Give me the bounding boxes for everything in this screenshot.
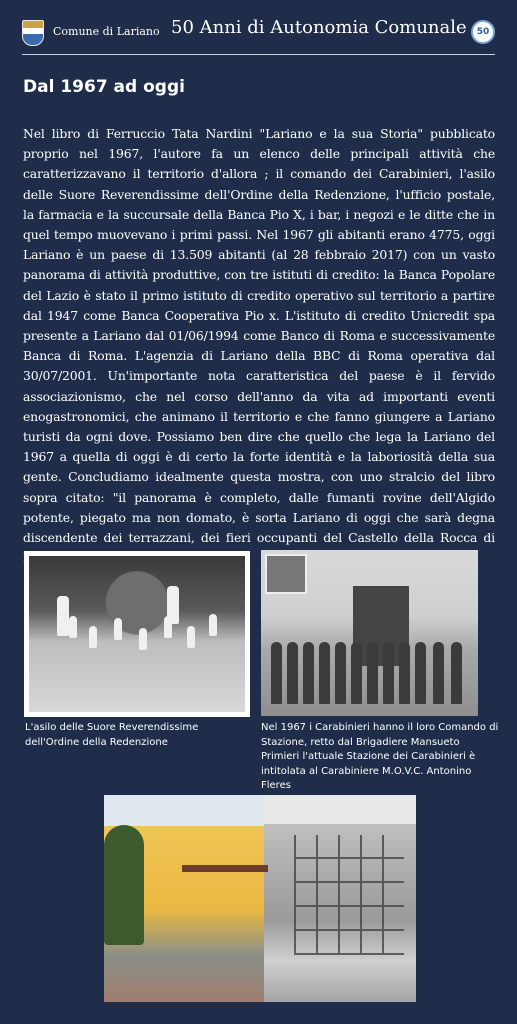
town-hall-photo [104,795,416,1002]
kindergarten-photo-image [29,556,245,712]
kindergarten-caption: L'asilo delle Suore Reverendissime dell'Ordine della Redenzione [25,722,199,748]
carabinieri-photo [261,550,478,716]
municipal-crest-icon [22,20,44,46]
municipality-name: Comune di Lariano [53,25,160,38]
header-title: 50 Anni di Autonomia Comunale [171,17,467,38]
page-header [0,0,517,56]
anniversary-logo-number: 50 [476,27,490,37]
header-divider [22,54,495,55]
anniversary-logo-icon [471,20,495,44]
body-paragraph: Nel libro di Ferruccio Tata Nardini "Lariano e la sua Storia" pubblicato proprio nel 1967, l'autore fa un elenco delle principali attività che caratterizzavano il territorio d'allora ; il comando dei Carabinieri, l'asilo delle Suore Reverendissime dell'Ordine della Redenzione, l'ufficio postale, la farmacia e la succursale della Banca Pio X, i bar, i negozi e le ditte che in quel tempo muovevano i primi passi. Nel 1967 gli abitanti erano 4775, oggi Lariano è un paese di 13.509 abitanti (al 28 febbraio 2017) con un vasto panorama di attività produttive, con tre istituti di credito: la Banca Popolare del Lazio è stato il primo istituto di credito operativo sul territorio a partire dal 1947 come Banca Cooperativa Pio x. L'istituto di credito Unicredit spa presente a Lariano dal 01/06/1994 come Banco di Roma e successivamente Banca di Roma. L'agenzia di Lariano della BBC di Roma operativa dal 30/07/2001. Un'importante nota caratteristica del paese è il fervido associazionismo, che nel corso dell'anno da vita ad importanti eventi enogastronomici, che animano il territorio e che fanno giungere a Lariano turisti da ogni dove. Possiamo ben dire che quello che lega la Lariano del 1967 a quella di oggi è di certo la forte identità e la laboriosità della sua gente. Concludiamo idealmente questa mostra, con uno stralcio del libro sopra citato: "il panorama è completo, dalle fumanti rovine dell'Algido potente, piegato ma non domato, è sorta Lariano di oggi che sarà degna discendente dei terrazzani, dei fieri occupanti del Castello della Rocca di [23,126,495,546]
section-title: Dal 1967 ad oggi [23,77,185,97]
kindergarten-photo [24,551,250,717]
carabinieri-caption: Nel 1967 i Carabinieri hanno il loro Comando di Stazione, retto dal Brigadiere Mansueto Primieri l'attuale Stazione dei Carabinieri è intitolata al Carabiniere M.O.V.C. Antonino Fleres [261,722,499,791]
carabinieri-photo-image [261,550,478,716]
